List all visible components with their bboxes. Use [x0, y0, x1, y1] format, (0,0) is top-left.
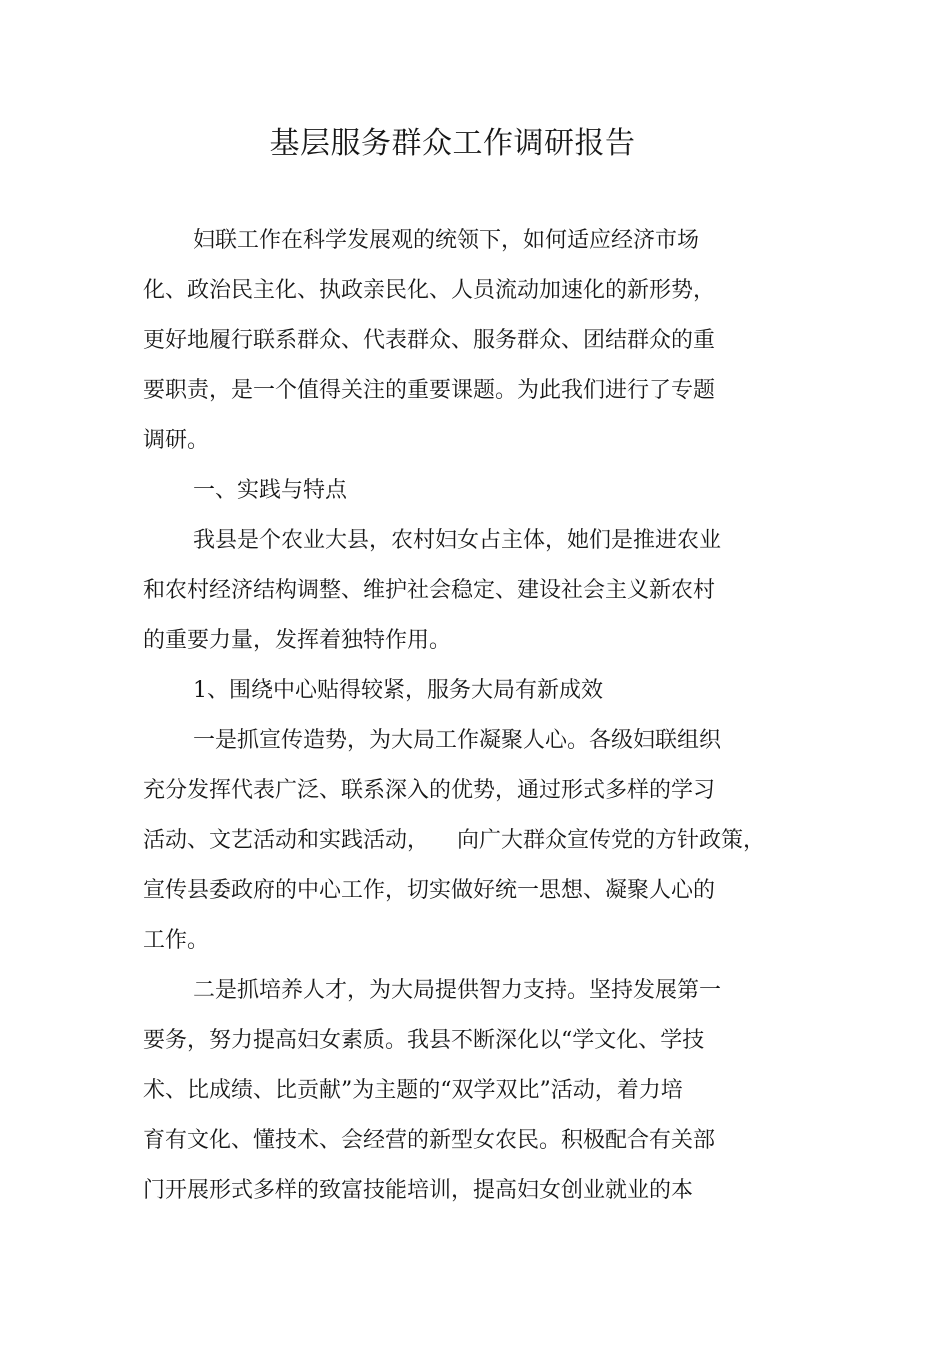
paragraph-line: 更好地履行联系群众、代表群众、服务群众、团结群众的重: [143, 328, 716, 353]
paragraph-line: 二是抓培养人才，为大局提供智力支持。坚持发展第一: [193, 978, 722, 1003]
subsection-heading: 1、围绕中心贴得较紧，服务大局有新成效: [193, 678, 603, 703]
paragraph-line: 一是抓宣传造势，为大局工作凝聚人心。各级妇联组织: [193, 728, 722, 753]
paragraph-line: 妇联工作在科学发展观的统领下，如何适应经济市场: [193, 228, 700, 253]
paragraph-line: 术、比成绩、比贡献”为主题的“双学双比”活动，着力培: [143, 1078, 683, 1103]
section-heading: 一、实践与特点: [193, 478, 348, 503]
paragraph-line: 化、政治民主化、执政亲民化、人员流动加速化的新形势，: [143, 278, 716, 303]
paragraph-line: 门开展形式多样的致富技能培训，提高妇女创业就业的本: [143, 1178, 694, 1203]
paragraph-line: 和农村经济结构调整、维护社会稳定、建设社会主义新农村: [143, 578, 716, 603]
paragraph-line: 的重要力量，发挥着独特作用。: [143, 628, 452, 653]
document-title: 基层服务群众工作调研报告: [269, 126, 636, 161]
paragraph-line: 调研。: [143, 428, 210, 453]
paragraph-line: 工作。: [143, 928, 210, 953]
paragraph-line: 要务，努力提高妇女素质。我县不断深化以“学文化、学技: [143, 1028, 705, 1053]
paragraph-line: 宣传县委政府的中心工作，切实做好统一思想、凝聚人心的: [143, 878, 716, 903]
paragraph-line: 要职责，是一个值得关注的重要课题。为此我们进行了专题: [143, 378, 716, 403]
paragraph-line: 我县是个农业大县，农村妇女占主体，她们是推进农业: [193, 528, 722, 553]
paragraph-line: 充分发挥代表广泛、联系深入的优势，通过形式多样的学习: [143, 778, 716, 803]
paragraph-line: 活动、文艺活动和实践活动， 向广大群众宣传党的方针政策，: [143, 828, 765, 853]
paragraph-line: 育有文化、懂技术、会经营的新型女农民。积极配合有关部: [143, 1128, 716, 1153]
